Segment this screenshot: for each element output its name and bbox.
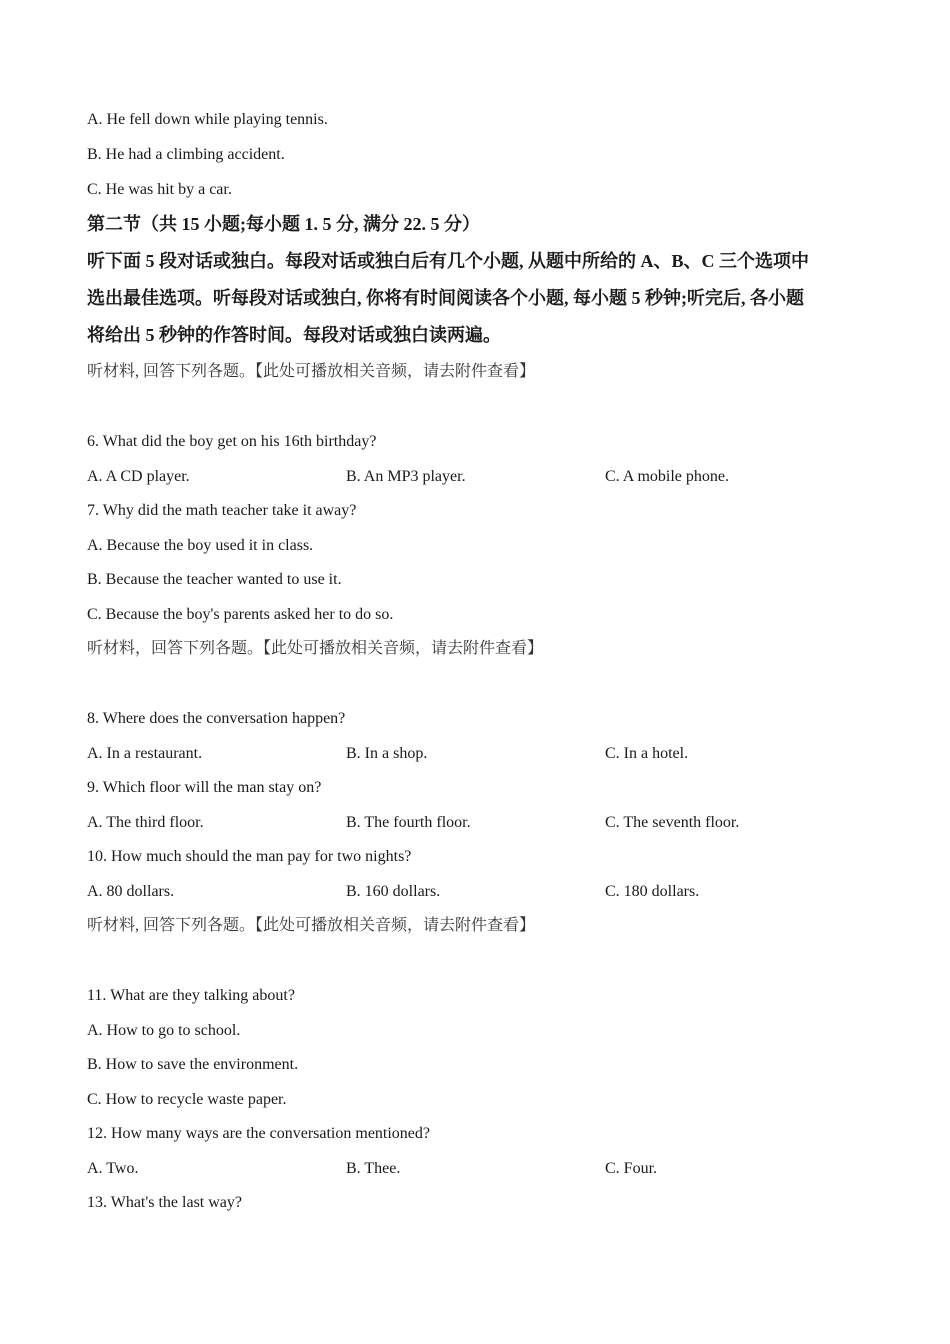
q8-option-b: B. In a shop. [346, 745, 428, 762]
q5-option-c: C. He was hit by a car. [87, 181, 232, 198]
question-13: 13. What's the last way? [87, 1194, 242, 1211]
question-9: 9. Which floor will the man stay on? [87, 779, 322, 796]
audio-note-3: 听材料, 回答下列各题。【此处可播放相关音频，请去附件查看】 [87, 917, 536, 934]
section2-instructions-line1: 听下面 5 段对话或独白。每段对话或独白后有几个小题, 从题中所给的 A、B、C 三个选项中 [87, 251, 810, 271]
q9-option-a: A. The third floor. [87, 814, 204, 831]
q5-option-a: A. He fell down while playing tennis. [87, 111, 328, 128]
question-12: 12. How many ways are the conversation mentioned? [87, 1125, 431, 1142]
q8-option-c: C. In a hotel. [605, 745, 689, 762]
question-10: 10. How much should the man pay for two nights? [87, 848, 412, 865]
audio-note-1: 听材料, 回答下列各题。【此处可播放相关音频，请去附件查看】 [87, 363, 536, 380]
q10-option-c: C. 180 dollars. [605, 883, 700, 900]
q10-option-a: A. 80 dollars. [87, 883, 175, 900]
section2-instructions-line2: 选出最佳选项。听每段对话或独白, 你将有时间阅读各个小题, 每小题 5 秒钟;听完后, 各小题 [87, 288, 804, 308]
q7-option-a: A. Because the boy used it in class. [87, 537, 314, 554]
q10-option-b: B. 160 dollars. [346, 883, 441, 900]
q11-option-c: C. How to recycle waste paper. [87, 1091, 287, 1108]
q7-option-c: C. Because the boy's parents asked her to do so. [87, 606, 394, 623]
q8-option-a: A. In a restaurant. [87, 745, 203, 762]
q9-option-b: B. The fourth floor. [346, 814, 471, 831]
q6-option-a: A. A CD player. [87, 468, 190, 485]
section2-heading: 第二节（共 15 小题;每小题 1. 5 分, 满分 22. 5 分） [87, 214, 480, 234]
q6-option-b: B. An MP3 player. [346, 468, 466, 485]
q12-option-b: B. Thee. [346, 1160, 401, 1177]
question-7: 7. Why did the math teacher take it away? [87, 502, 357, 519]
question-8: 8. Where does the conversation happen? [87, 710, 346, 727]
q12-option-c: C. Four. [605, 1160, 658, 1177]
q12-option-a: A. Two. [87, 1160, 139, 1177]
q7-option-b: B. Because the teacher wanted to use it. [87, 571, 342, 588]
audio-note-2: 听材料，回答下列各题。【此处可播放相关音频，请去附件查看】 [87, 640, 544, 657]
q11-option-a: A. How to go to school. [87, 1022, 241, 1039]
q9-option-c: C. The seventh floor. [605, 814, 740, 831]
q6-option-c: C. A mobile phone. [605, 468, 729, 485]
question-6: 6. What did the boy get on his 16th birthday? [87, 433, 377, 450]
q5-option-b: B. He had a climbing accident. [87, 146, 285, 163]
q11-option-b: B. How to save the environment. [87, 1056, 299, 1073]
question-11: 11. What are they talking about? [87, 987, 295, 1004]
section2-instructions-line3: 将给出 5 秒钟的作答时间。每段对话或独白读两遍。 [87, 325, 501, 345]
